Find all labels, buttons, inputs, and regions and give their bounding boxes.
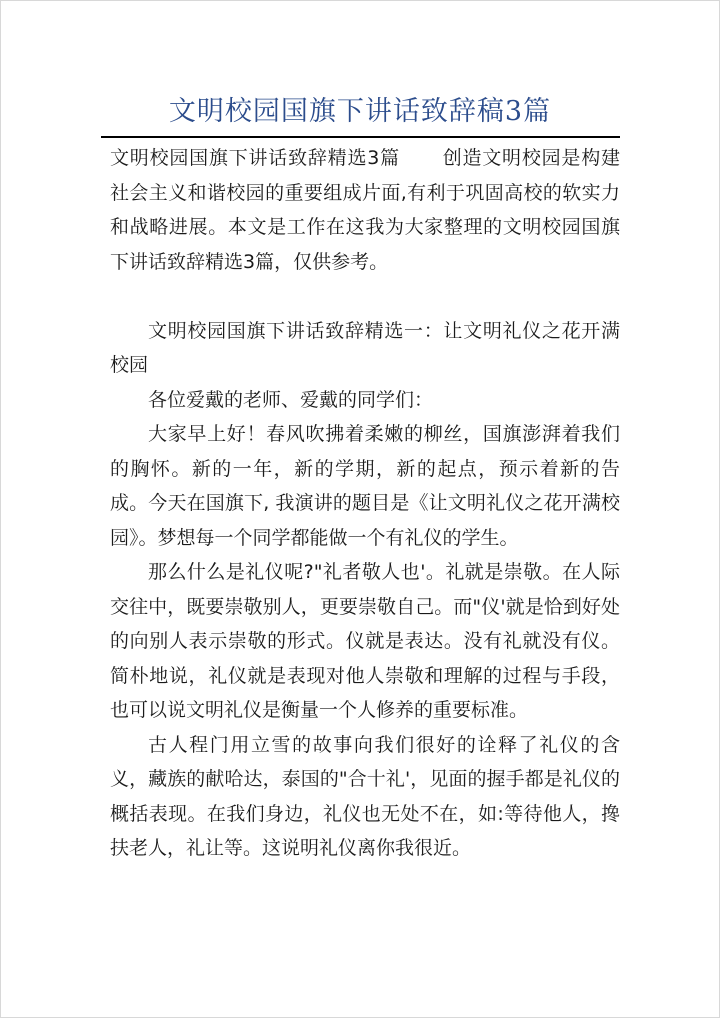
document-title: 文明校园国旗下讲话致辞稿3篇 — [168, 96, 552, 127]
section-heading: 文明校园国旗下讲话致辞精选一：让文明礼仪之花开满校园 — [110, 319, 620, 376]
title-divider — [101, 136, 620, 138]
body-paragraph: 古人程门用立雪的故事向我们很好的诠释了礼仪的含义，藏族的献哈达，泰国的"合十礼'，见面的握手都是礼仪的概括表现。在我们身边，礼仪也无处不在，如:等待他人，搀扶老人，礼让等。这说明礼仪离你我很近。 — [110, 733, 620, 859]
intro-paragraph — [110, 141, 620, 279]
document-body — [110, 141, 620, 866]
intro-body: 创造文明校园是构建社会主义和谐校园的重要组成片面,有利于巩固高校的软实力和战略进展。本文是工作在这我为大家整理的文明校园国旗下讲话致辞精选3篇，仅供参考。 — [110, 147, 620, 273]
paragraph-spacer — [110, 279, 620, 314]
body-paragraph: 大家早上好！春风吹拂着柔嫩的柳丝，国旗澎湃着我们的胸怀。新的一年，新的学期，新的起点，预示着新的告成。今天在国旗下, 我演讲的题目是《让文明礼仪之花开满校园》。梦想每一个同学都能做一个有礼仪的学生。 — [110, 423, 620, 549]
body-paragraph: 那么什么是礼仪呢?"礼者敬人也'。礼就是崇敬。在人际交往中，既要崇敬别人，更要崇敬自己。而"仪'就是恰到好处的向别人表示崇敬的形式。仪就是表达。没有礼就没有仪。简朴地说，礼仪就是表现对他人崇敬和理解的过程与手段，也可以说文明礼仪是衡量一个人修养的重要标准。 — [110, 561, 620, 721]
intro-heading: 文明校园国旗下讲话致辞精选3篇 — [110, 147, 400, 169]
salutation: 各位爱戴的老师、爱戴的同学们： — [148, 388, 434, 411]
